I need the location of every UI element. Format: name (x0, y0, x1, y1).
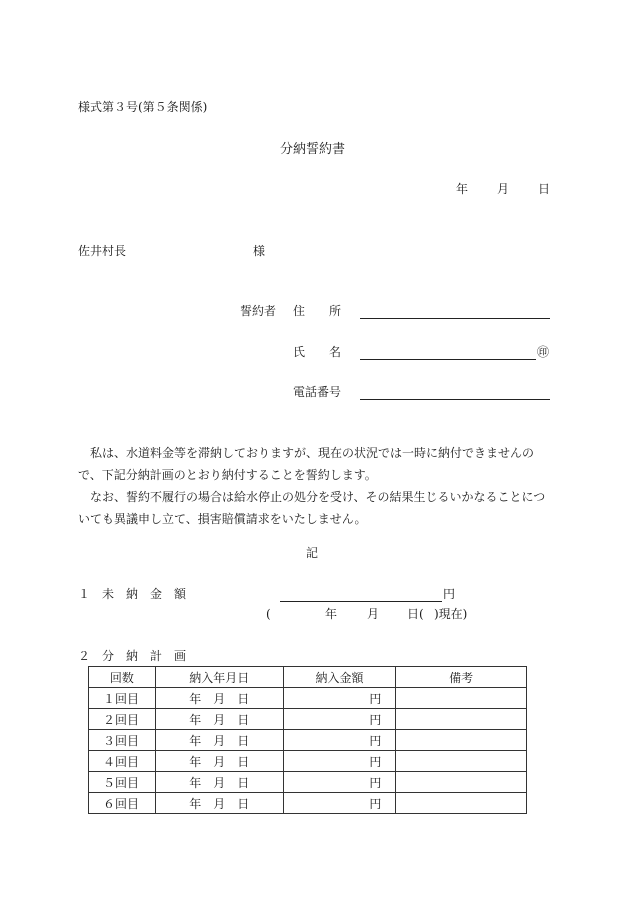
row-count: ６回目 (89, 793, 156, 814)
row-date[interactable] (155, 730, 283, 751)
table-row (89, 751, 527, 772)
table-row (89, 772, 527, 793)
row-count: ３回目 (89, 730, 156, 751)
body-paragraph: なお、誓約不履行の場合は給水停止の処分を受け、その結果生じるいかなることについても異議申し立て、損害賠償請求をいたしません。 (78, 490, 546, 526)
row-amount[interactable]: 円 (283, 688, 396, 709)
date-month: 月 (213, 754, 226, 769)
date-year: 年 (189, 712, 202, 727)
date-day: 日 (237, 691, 250, 706)
header-date: 納入年月日 (155, 667, 283, 688)
row-amount[interactable]: 円 (283, 709, 396, 730)
row-date[interactable] (155, 751, 283, 772)
form-number: 様式第３号(第５条関係) (78, 100, 208, 114)
date-month: 月 (213, 712, 226, 727)
row-amount[interactable]: 円 (283, 772, 396, 793)
unpaid-amount-field[interactable] (280, 601, 442, 602)
row-amount[interactable]: 円 (283, 751, 396, 772)
row-count: ５回目 (89, 772, 156, 793)
installment-table (88, 666, 527, 814)
asof-month: 月 (367, 607, 380, 621)
name-label: 氏 名 (293, 345, 342, 359)
date-month: 月 (213, 796, 226, 811)
date-year: 年 (189, 796, 202, 811)
row-amount[interactable]: 円 (283, 793, 396, 814)
date-year: 年 (189, 691, 202, 706)
asof-day: 日( (407, 607, 424, 621)
row-count: ２回目 (89, 709, 156, 730)
header-note: 備考 (396, 667, 527, 688)
date-month: 月 (497, 182, 510, 196)
date-day: 日 (237, 712, 250, 727)
row-date[interactable] (155, 688, 283, 709)
header-count: 回数 (89, 667, 156, 688)
date-day: 日 (237, 775, 250, 790)
ki-heading: 記 (306, 546, 319, 560)
date-day: 日 (237, 733, 250, 748)
row-amount[interactable]: 円 (283, 730, 396, 751)
section2-label: ２ 分 納 計 画 (78, 649, 187, 663)
date-month: 月 (213, 775, 226, 790)
asof-close: )現在) (434, 607, 468, 621)
date-year: 年 (189, 733, 202, 748)
row-note[interactable] (396, 730, 527, 751)
date-year: 年 (456, 182, 469, 196)
address-label: 住 所 (293, 304, 342, 318)
address-field[interactable] (360, 318, 550, 319)
row-date[interactable] (155, 793, 283, 814)
table-header-row (89, 667, 527, 688)
date-day: 日 (538, 182, 551, 196)
table-row (89, 688, 527, 709)
date-year: 年 (189, 775, 202, 790)
page-title: 分納誓約書 (280, 142, 346, 157)
date-day: 日 (237, 796, 250, 811)
name-field[interactable] (360, 359, 536, 360)
row-date[interactable] (155, 709, 283, 730)
phone-label: 電話番号 (293, 385, 342, 399)
asof-open: ( (266, 607, 271, 621)
header-amount: 納入金額 (283, 667, 396, 688)
row-note[interactable] (396, 709, 527, 730)
row-count: ４回目 (89, 751, 156, 772)
row-note[interactable] (396, 772, 527, 793)
date-year: 年 (189, 754, 202, 769)
phone-field[interactable] (360, 399, 550, 400)
asof-year: 年 (325, 607, 338, 621)
row-note[interactable] (396, 751, 527, 772)
date-month: 月 (213, 691, 226, 706)
table-row (89, 793, 527, 814)
row-note[interactable] (396, 793, 527, 814)
section1-label: １ 未 納 金 額 (78, 587, 187, 601)
table-row (89, 709, 527, 730)
seal-mark: ㊞ (537, 345, 550, 359)
date-month: 月 (213, 733, 226, 748)
addressee-name: 佐井村長 (78, 244, 127, 258)
body-paragraph: 私は、水道料金等を滞納しておりますが、現在の状況では一時に納付できませんので、下記分納計画のとおり納付することを誓約します。 (78, 446, 535, 482)
table-row (89, 730, 527, 751)
date-day: 日 (237, 754, 250, 769)
section1-yen: 円 (443, 587, 456, 601)
body-text (78, 442, 552, 530)
row-date[interactable] (155, 772, 283, 793)
pledger-role: 誓約者 (240, 304, 277, 318)
row-count: １回目 (89, 688, 156, 709)
addressee-honorific: 様 (253, 244, 266, 258)
row-note[interactable] (396, 688, 527, 709)
